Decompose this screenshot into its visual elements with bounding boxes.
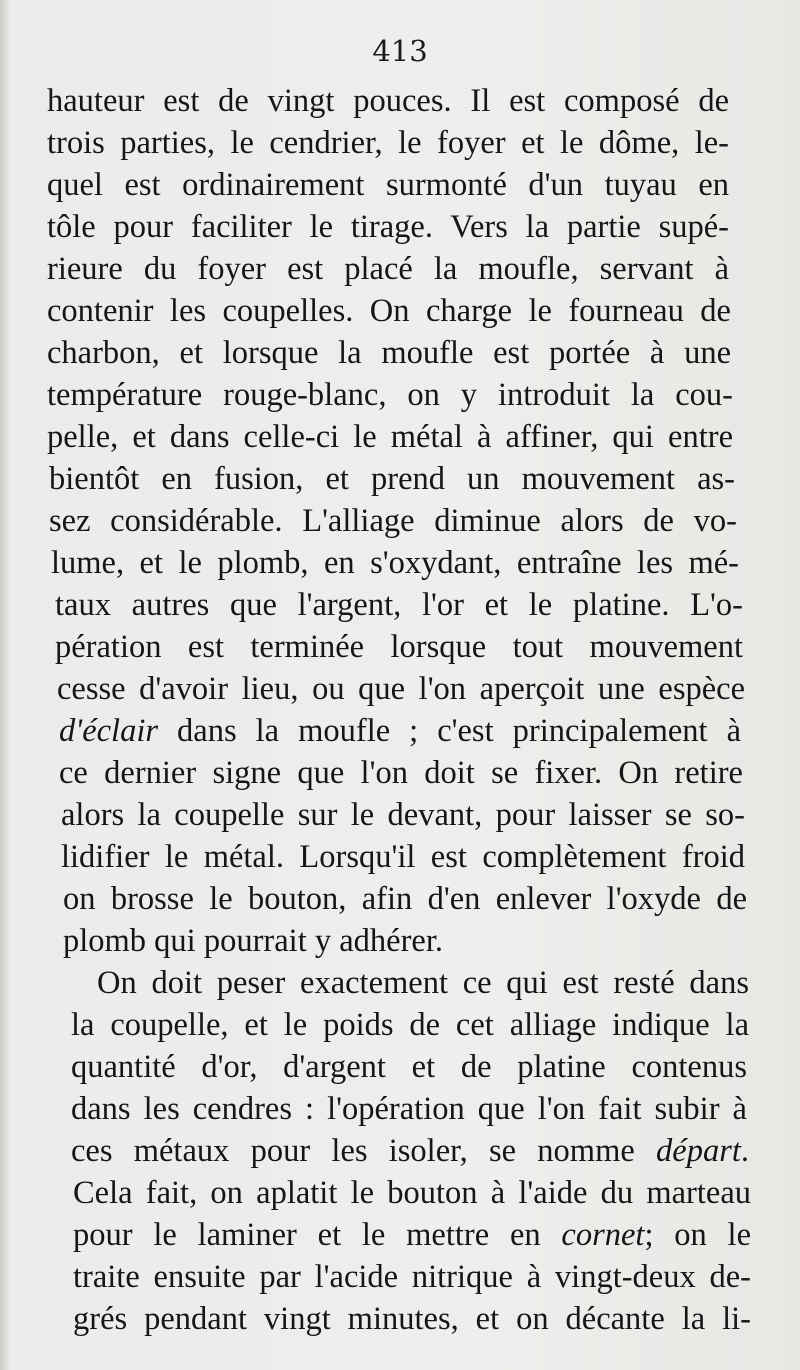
line-text: dans la moufle ; c'est principalement à: [158, 713, 741, 749]
text-line: hauteur est de vingt pouces. Il est composé de: [47, 83, 729, 119]
text-line: charbon, et lorsque la moufle est portée à une: [47, 335, 731, 371]
text-line: trois parties, le cendrier, le foyer et le dôme, le-: [47, 125, 729, 161]
text-line: [73, 1215, 751, 1255]
text-line: quantité d'or, d'argent et de platine contenus: [71, 1049, 747, 1085]
text-line: grés pendant vingt minutes, et on décante la li-: [73, 1301, 751, 1337]
text-line: bientôt en fusion, et prend un mouvement as-: [49, 461, 735, 497]
text-line: quel est ordinairement surmonté d'un tuyau en: [47, 167, 729, 203]
text-line: on brosse le bouton, afin d'en enlever l'oxyde de: [63, 881, 747, 917]
text-line: lume, et le plomb, en s'oxydant, entraîne les mé-: [51, 545, 739, 581]
text-line: pération est terminée lorsque tout mouvement: [55, 629, 743, 665]
text-line: température rouge-blanc, on y introduit la cou-: [47, 377, 733, 413]
text-line: sez considérable. L'alliage diminue alors de vo-: [49, 503, 737, 539]
text-line: rieure du foyer est placé la moufle, servant à: [47, 251, 729, 287]
text-line: pelle, et dans celle-ci le métal à affiner, qui entre: [47, 419, 733, 455]
text-line: contenir les coupelles. On charge le fourneau de: [47, 293, 731, 329]
line-text: ces métaux pour les isoler, se nomme: [71, 1133, 657, 1169]
text-line: [59, 711, 741, 751]
italic-term: départ: [656, 1133, 741, 1169]
text-line: plomb qui pourrait y adhérer.: [63, 923, 443, 959]
text-line: ce dernier signe que l'on doit se fixer. On retire: [59, 755, 743, 791]
line-text: ; on le: [644, 1217, 751, 1253]
text-line: lidifier le métal. Lorsqu'il est complètement froid: [61, 839, 745, 875]
text-line: alors la coupelle sur le devant, pour laisser se so-: [61, 797, 745, 833]
text-line: traite ensuite par l'acide nitrique à vingt-deux de-: [73, 1259, 751, 1295]
text-line: dans les cendres : l'opération que l'on fait subir à: [71, 1091, 747, 1127]
text-line: taux autres que l'argent, l'or et le platine. L'o-: [55, 587, 743, 623]
text-line: la coupelle, et le poids de cet alliage indique la: [71, 1007, 749, 1043]
text-line: cesse d'avoir lieu, ou que l'on aperçoit une espèce: [57, 671, 745, 707]
text-line: On doit peser exactement ce qui est resté dans: [97, 965, 749, 1001]
text-line: Cela fait, on aplatit le bouton à l'aide du marteau: [73, 1175, 751, 1211]
text-line: tôle pour faciliter le tirage. Vers la partie supé-: [47, 209, 729, 245]
italic-term: cornet: [561, 1217, 645, 1253]
text-line: [71, 1131, 749, 1171]
page-number: 413: [372, 34, 428, 68]
line-text: pour le laminer et le mettre en: [73, 1217, 562, 1253]
italic-term: d'éclair: [59, 713, 159, 749]
line-text: .: [740, 1133, 749, 1169]
